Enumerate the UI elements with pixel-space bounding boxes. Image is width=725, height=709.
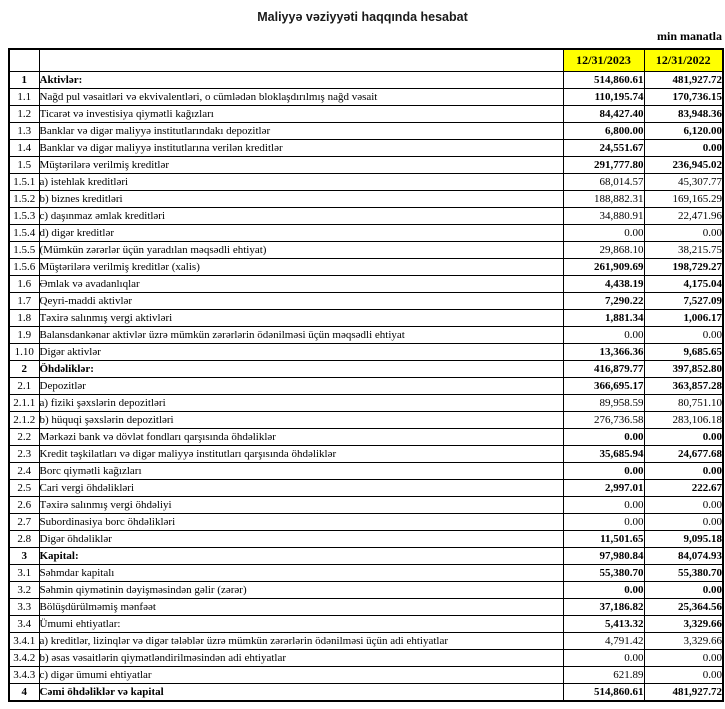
table-row	[9, 157, 723, 174]
row-number-cell: 1.5.1	[9, 174, 39, 191]
value-2022-cell: 6,120.00	[644, 123, 723, 140]
value-2022-cell: 1,006.17	[644, 310, 723, 327]
table-row	[9, 531, 723, 548]
row-label-cell: a) kreditlər, lizinqlər və digər tələblər üzrə mümkün zərərlərin ödənilməsi üçün adi ehtiyatlar	[39, 633, 563, 650]
value-2022-cell: 0.00	[644, 225, 723, 242]
row-number-cell: 2.7	[9, 514, 39, 531]
row-label-cell: Səhmdar kapitalı	[39, 565, 563, 582]
value-2023-cell: 0.00	[563, 429, 644, 446]
value-2022-cell: 38,215.75	[644, 242, 723, 259]
row-number-cell: 1.10	[9, 344, 39, 361]
table-row	[9, 310, 723, 327]
value-2022-cell: 3,329.66	[644, 633, 723, 650]
value-2022-cell: 4,175.04	[644, 276, 723, 293]
row-number-cell: 3.4.3	[9, 667, 39, 684]
table-row	[9, 446, 723, 463]
table-row	[9, 616, 723, 633]
value-2023-cell: 35,685.94	[563, 446, 644, 463]
table-row	[9, 667, 723, 684]
table-row	[9, 565, 723, 582]
row-number-cell: 2.1.2	[9, 412, 39, 429]
row-label-cell: Əmlak və avadanlıqlar	[39, 276, 563, 293]
value-2022-cell: 0.00	[644, 463, 723, 480]
row-label-cell: a) fiziki şəxslərin depozitləri	[39, 395, 563, 412]
table-row	[9, 497, 723, 514]
value-2022-cell: 236,945.02	[644, 157, 723, 174]
row-label-cell: Borc qiymətli kağızları	[39, 463, 563, 480]
row-number-cell: 1.5.4	[9, 225, 39, 242]
row-label-cell: Banklar və digər maliyyə institutlarındakı depozitlər	[39, 123, 563, 140]
row-label-cell: Müştərilərə verilmiş kreditlər	[39, 157, 563, 174]
row-number-cell: 3	[9, 548, 39, 565]
table-row	[9, 463, 723, 480]
value-2022-cell: 45,307.77	[644, 174, 723, 191]
row-label-cell: Bölüşdürülməmiş mənfəət	[39, 599, 563, 616]
page-title: Maliyyə vəziyyəti haqqında hesabat	[257, 10, 468, 24]
table-row	[9, 293, 723, 310]
value-2023-cell: 11,501.65	[563, 531, 644, 548]
row-number-cell: 2.6	[9, 497, 39, 514]
row-number-cell: 1.2	[9, 106, 39, 123]
value-2022-cell: 7,527.09	[644, 293, 723, 310]
row-label-cell: Balansdankənar aktivlər üzrə mümkün zərərlərin ödənilməsi üçün məqsədli ehtiyat	[39, 327, 563, 344]
value-2022-cell: 24,677.68	[644, 446, 723, 463]
row-label-cell: b) əsas vəsaitlərin qiymətləndirilməsindən adi ehtiyatlar	[39, 650, 563, 667]
row-number-cell: 2.1.1	[9, 395, 39, 412]
table-row	[9, 514, 723, 531]
row-label-cell: Ümumi ehtiyatlar:	[39, 616, 563, 633]
value-2022-cell: 0.00	[644, 327, 723, 344]
row-number-cell: 2.2	[9, 429, 39, 446]
table-row	[9, 89, 723, 106]
value-2023-cell: 366,695.17	[563, 378, 644, 395]
table-row	[9, 191, 723, 208]
row-label-cell: Digər aktivlər	[39, 344, 563, 361]
value-2023-cell: 621.89	[563, 667, 644, 684]
table-row	[9, 582, 723, 599]
value-2022-cell: 0.00	[644, 140, 723, 157]
row-number-cell: 3.2	[9, 582, 39, 599]
value-2023-cell: 0.00	[563, 582, 644, 599]
table-row	[9, 174, 723, 191]
row-number-cell: 1.5.2	[9, 191, 39, 208]
table-row	[9, 72, 723, 89]
row-number-cell: 2.5	[9, 480, 39, 497]
row-label-cell: a) istehlak kreditləri	[39, 174, 563, 191]
row-number-cell: 2.3	[9, 446, 39, 463]
row-label-cell: Təxirə salınmış vergi öhdəliyi	[39, 497, 563, 514]
row-label-cell: Təxirə salınmış vergi aktivləri	[39, 310, 563, 327]
row-label-cell: Kredit təşkilatları və digər maliyyə institutları qarşısında öhdəliklər	[39, 446, 563, 463]
row-number-cell: 3.1	[9, 565, 39, 582]
header-label-cell	[39, 49, 563, 72]
table-row	[9, 361, 723, 378]
row-label-cell: b) biznes kreditləri	[39, 191, 563, 208]
value-2022-cell: 481,927.72	[644, 684, 723, 702]
table-row	[9, 242, 723, 259]
row-number-cell: 1.5.5	[9, 242, 39, 259]
value-2023-cell: 29,868.10	[563, 242, 644, 259]
row-number-cell: 2.1	[9, 378, 39, 395]
header-date-2023-cell: 12/31/2023	[563, 49, 644, 72]
table-row	[9, 480, 723, 497]
table-row	[9, 208, 723, 225]
row-label-cell: Aktivlər:	[39, 72, 563, 89]
value-2022-cell: 25,364.56	[644, 599, 723, 616]
table-header-row	[9, 49, 723, 72]
value-2023-cell: 2,997.01	[563, 480, 644, 497]
table-row	[9, 378, 723, 395]
row-number-cell: 2	[9, 361, 39, 378]
row-number-cell: 1.5.3	[9, 208, 39, 225]
value-2022-cell: 80,751.10	[644, 395, 723, 412]
value-2023-cell: 416,879.77	[563, 361, 644, 378]
value-2022-cell: 397,852.80	[644, 361, 723, 378]
value-2022-cell: 481,927.72	[644, 72, 723, 89]
row-number-cell: 3.4.1	[9, 633, 39, 650]
row-label-cell: Banklar və digər maliyyə institutlarına verilən kreditlər	[39, 140, 563, 157]
table-row	[9, 684, 723, 702]
row-number-cell: 3.4.2	[9, 650, 39, 667]
value-2023-cell: 0.00	[563, 463, 644, 480]
value-2022-cell: 283,106.18	[644, 412, 723, 429]
header-date-2022-cell: 12/31/2022	[644, 49, 723, 72]
value-2023-cell: 261,909.69	[563, 259, 644, 276]
table-row	[9, 599, 723, 616]
value-2022-cell: 169,165.29	[644, 191, 723, 208]
row-number-cell: 2.4	[9, 463, 39, 480]
row-label-cell: d) digər kreditlər	[39, 225, 563, 242]
row-number-cell: 1.8	[9, 310, 39, 327]
value-2023-cell: 84,427.40	[563, 106, 644, 123]
table-row	[9, 650, 723, 667]
row-label-cell: (Mümkün zərərlər üçün yaradılan məqsədli ehtiyat)	[39, 242, 563, 259]
row-label-cell: Ticarət və investisiya qiymətli kağızları	[39, 106, 563, 123]
value-2022-cell: 9,095.18	[644, 531, 723, 548]
header-number-cell	[9, 49, 39, 72]
row-number-cell: 3.3	[9, 599, 39, 616]
unit-note: min manatla	[656, 29, 722, 43]
value-2023-cell: 55,380.70	[563, 565, 644, 582]
value-2022-cell: 0.00	[644, 667, 723, 684]
row-number-cell: 2.8	[9, 531, 39, 548]
value-2023-cell: 0.00	[563, 650, 644, 667]
row-number-cell: 1.6	[9, 276, 39, 293]
value-2022-cell: 0.00	[644, 497, 723, 514]
value-2023-cell: 0.00	[563, 514, 644, 531]
value-2023-cell: 0.00	[563, 225, 644, 242]
row-number-cell: 1.3	[9, 123, 39, 140]
value-2023-cell: 7,290.22	[563, 293, 644, 310]
value-2023-cell: 4,438.19	[563, 276, 644, 293]
value-2023-cell: 37,186.82	[563, 599, 644, 616]
table-row	[9, 123, 723, 140]
row-number-cell: 1.4	[9, 140, 39, 157]
value-2022-cell: 9,685.65	[644, 344, 723, 361]
row-number-cell: 1.5	[9, 157, 39, 174]
table-row	[9, 327, 723, 344]
table-row	[9, 225, 723, 242]
table-row	[9, 548, 723, 565]
table-row	[9, 259, 723, 276]
row-label-cell: Digər öhdəliklər	[39, 531, 563, 548]
value-2022-cell: 363,857.28	[644, 378, 723, 395]
table-row	[9, 429, 723, 446]
value-2023-cell: 89,958.59	[563, 395, 644, 412]
value-2023-cell: 13,366.36	[563, 344, 644, 361]
value-2023-cell: 291,777.80	[563, 157, 644, 174]
financial-position-table	[8, 48, 724, 702]
value-2022-cell: 0.00	[644, 582, 723, 599]
value-2023-cell: 6,800.00	[563, 123, 644, 140]
value-2022-cell: 170,736.15	[644, 89, 723, 106]
value-2022-cell: 55,380.70	[644, 565, 723, 582]
row-number-cell: 3.4	[9, 616, 39, 633]
value-2023-cell: 4,791.42	[563, 633, 644, 650]
row-label-cell: Depozitlər	[39, 378, 563, 395]
row-number-cell: 4	[9, 684, 39, 702]
row-label-cell: Cəmi öhdəliklər və kapital	[39, 684, 563, 702]
value-2023-cell: 24,551.67	[563, 140, 644, 157]
value-2023-cell: 0.00	[563, 327, 644, 344]
value-2023-cell: 34,880.91	[563, 208, 644, 225]
row-label-cell: Subordinasiya borc öhdəlikləri	[39, 514, 563, 531]
table-body	[9, 72, 723, 702]
table-row	[9, 395, 723, 412]
row-number-cell: 1.5.6	[9, 259, 39, 276]
value-2022-cell: 222.67	[644, 480, 723, 497]
row-label-cell: Mərkəzi bank və dövlət fondları qarşısında öhdəliklər	[39, 429, 563, 446]
row-label-cell: Öhdəliklər:	[39, 361, 563, 378]
value-2022-cell: 0.00	[644, 429, 723, 446]
value-2023-cell: 188,882.31	[563, 191, 644, 208]
table-row	[9, 106, 723, 123]
table-row	[9, 344, 723, 361]
row-number-cell: 1.7	[9, 293, 39, 310]
value-2022-cell: 3,329.66	[644, 616, 723, 633]
value-2023-cell: 514,860.61	[563, 684, 644, 702]
row-label-cell: c) digər ümumi ehtiyatlar	[39, 667, 563, 684]
row-label-cell: Müştərilərə verilmiş kreditlər (xalis)	[39, 259, 563, 276]
value-2023-cell: 514,860.61	[563, 72, 644, 89]
row-label-cell: Nağd pul vəsaitləri və ekvivalentləri, o cümlədən bloklaşdırılmış nağd vəsait	[39, 89, 563, 106]
value-2023-cell: 97,980.84	[563, 548, 644, 565]
row-number-cell: 1	[9, 72, 39, 89]
value-2022-cell: 83,948.36	[644, 106, 723, 123]
value-2023-cell: 68,014.57	[563, 174, 644, 191]
value-2022-cell: 0.00	[644, 650, 723, 667]
table-row	[9, 276, 723, 293]
value-2022-cell: 198,729.27	[644, 259, 723, 276]
row-label-cell: b) hüquqi şəxslərin depozitləri	[39, 412, 563, 429]
table-row	[9, 633, 723, 650]
row-number-cell: 1.9	[9, 327, 39, 344]
value-2023-cell: 1,881.34	[563, 310, 644, 327]
value-2023-cell: 0.00	[563, 497, 644, 514]
row-label-cell: Qeyri-maddi aktivlər	[39, 293, 563, 310]
value-2022-cell: 0.00	[644, 514, 723, 531]
value-2022-cell: 22,471.96	[644, 208, 723, 225]
value-2023-cell: 276,736.58	[563, 412, 644, 429]
table-row	[9, 140, 723, 157]
row-label-cell: Səhmin qiymətinin dəyişməsindən gəlir (zərər)	[39, 582, 563, 599]
value-2023-cell: 110,195.74	[563, 89, 644, 106]
row-label-cell: Cari vergi öhdəlikləri	[39, 480, 563, 497]
row-label-cell: c) daşınmaz əmlak kreditləri	[39, 208, 563, 225]
value-2022-cell: 84,074.93	[644, 548, 723, 565]
table-row	[9, 412, 723, 429]
value-2023-cell: 5,413.32	[563, 616, 644, 633]
row-label-cell: Kapital:	[39, 548, 563, 565]
row-number-cell: 1.1	[9, 89, 39, 106]
